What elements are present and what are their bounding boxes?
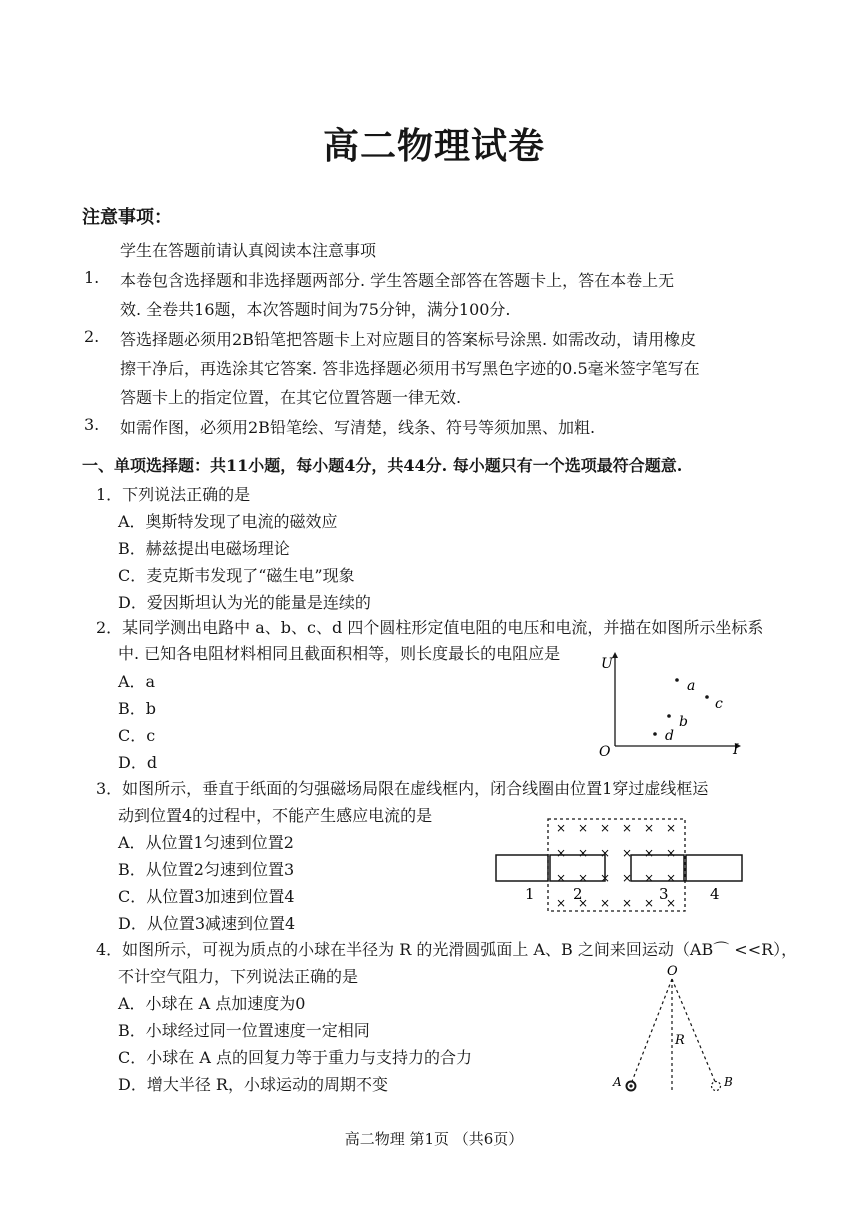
- question-stem: 2．某同学测出电路中 a、b、c、d 四个圆柱形定值电阻的电压和电流，并描在如图所示坐标系: [96, 618, 764, 637]
- point-b: [667, 714, 671, 718]
- field-mark: ×: [556, 821, 567, 835]
- notice-item-number: 2.: [84, 327, 100, 346]
- notice-item-line: 效. 全卷共16题，本次答题时间为75分钟，满分100分.: [120, 300, 511, 319]
- field-mark: ×: [622, 846, 633, 860]
- field-mark: ×: [578, 896, 589, 910]
- field-mark: ×: [600, 821, 611, 835]
- question-option: D．d: [118, 753, 158, 772]
- point-label-a: a: [687, 678, 696, 694]
- point-a: [675, 678, 679, 682]
- question-option: D．从位置3减速到位置4: [118, 914, 296, 933]
- position-label-4: 4: [710, 885, 720, 903]
- field-mark: ×: [644, 896, 655, 910]
- field-mark: ×: [578, 871, 589, 885]
- field-mark: ×: [644, 846, 655, 860]
- question-stem: 不计空气阻力，下列说法正确的是: [118, 967, 359, 986]
- field-mark: ×: [644, 821, 655, 835]
- question-option: A．小球在 A 点加速度为0: [118, 994, 306, 1013]
- question-option: B．b: [118, 699, 157, 718]
- question-stem: 1．下列说法正确的是: [96, 485, 251, 504]
- question-stem: 4．如图所示，可视为质点的小球在半径为 R 的光滑圆弧面上 A、B 之间来回运动（AB⌒ <<R），: [96, 940, 798, 959]
- radius-label: R: [675, 1033, 685, 1048]
- notice-item-number: 3.: [84, 415, 100, 434]
- field-mark: ×: [600, 871, 611, 885]
- page-footer: 高二物理 第1页 （共6页）: [344, 1130, 524, 1148]
- question-option: B．赫兹提出电磁场理论: [118, 539, 290, 558]
- point-label-c: c: [715, 696, 723, 712]
- axis-label-i: I: [733, 742, 739, 758]
- notice-intro: 学生在答题前请认真阅读本注意事项: [120, 241, 377, 260]
- position-label-1: 1: [525, 885, 535, 903]
- question-stem: 动到位置4的过程中，不能产生感应电流的是: [118, 806, 433, 825]
- point-label-b: b: [679, 714, 688, 730]
- question-option: C．小球在 A 点的回复力等于重力与支持力的合力: [118, 1048, 472, 1067]
- field-mark: ×: [666, 871, 677, 885]
- notice-item-line: 如需作图，必须用2B铅笔绘、写清楚，线条、符号等须加黑、加粗.: [120, 418, 596, 437]
- question-stem: 3．如图所示，垂直于纸面的匀强磁场局限在虚线框内，闭合线圈由位置1穿过虚线框运: [96, 779, 709, 798]
- point-d: [653, 732, 657, 736]
- question-option: C．c: [118, 726, 156, 745]
- field-mark: ×: [622, 871, 633, 885]
- field-mark: ×: [600, 846, 611, 860]
- notice-item-line: 本卷包含选择题和非选择题两部分. 学生答题全部答在答题卡上，答在本卷上无: [120, 271, 675, 290]
- page-title: 高二物理试卷: [322, 125, 545, 167]
- question-option: D．爱因斯坦认为光的能量是连续的: [118, 593, 371, 612]
- pivot-label: O: [667, 964, 678, 979]
- question-stem: 中. 已知各电阻材料相同且截面积相等，则长度最长的电阻应是: [118, 644, 561, 663]
- ball-b: [712, 1082, 721, 1091]
- magnetic-field-figure: [490, 815, 750, 915]
- field-mark: ×: [556, 896, 567, 910]
- notice-item-line: 答选择题必须用2B铅笔把答题卡上对应题目的答案标号涂黑. 如需改动，请用橡皮: [120, 330, 697, 349]
- field-mark: ×: [666, 821, 677, 835]
- question-option: A．从位置1匀速到位置2: [118, 833, 294, 852]
- field-mark: ×: [578, 846, 589, 860]
- field-mark: ×: [556, 846, 567, 860]
- question-option: D．增大半径 R，小球运动的周期不变: [118, 1075, 388, 1094]
- point-label-a: A: [613, 1075, 622, 1089]
- section-heading: 一、单项选择题：共11小题，每小题4分，共44分. 每小题只有一个选项最符合题意.: [82, 456, 683, 475]
- question-option: B．小球经过同一位置速度一定相同: [118, 1021, 370, 1040]
- field-mark: ×: [644, 871, 655, 885]
- question-option: C．从位置3加速到位置4: [118, 887, 295, 906]
- question-option: C．麦克斯韦发现了“磁生电”现象: [118, 566, 355, 585]
- field-mark: ×: [622, 896, 633, 910]
- loop-position-1: [496, 855, 548, 881]
- notice-item-line: 擦干净后，再选涂其它答案. 答非选择题必须用书写黑色字迹的0.5毫米签字笔写在: [120, 359, 700, 378]
- point-label-b: B: [724, 1075, 733, 1089]
- position-label-3: 3: [659, 885, 669, 903]
- notice-heading: 注意事项：: [82, 207, 172, 228]
- field-mark: ×: [622, 821, 633, 835]
- point-c: [705, 695, 709, 699]
- point-label-d: d: [665, 728, 674, 744]
- position-label-2: 2: [573, 885, 583, 903]
- arc-motion-figure: [605, 960, 745, 1100]
- ui-graph-figure: [595, 650, 745, 760]
- question-option: A．奥斯特发现了电流的磁效应: [118, 512, 338, 531]
- field-mark: ×: [556, 871, 567, 885]
- field-mark: ×: [600, 896, 611, 910]
- field-mark: ×: [666, 846, 677, 860]
- field-mark: ×: [666, 896, 677, 910]
- question-option: A．a: [118, 672, 156, 691]
- loop-position-4: [686, 855, 742, 881]
- notice-item-number: 1.: [84, 268, 100, 287]
- notice-item-line: 答题卡上的指定位置，在其它位置答题一律无效.: [120, 388, 462, 407]
- axis-label-u: U: [601, 656, 613, 672]
- field-mark: ×: [578, 821, 589, 835]
- origin-label: O: [599, 744, 611, 760]
- question-option: B．从位置2匀速到位置3: [118, 860, 295, 879]
